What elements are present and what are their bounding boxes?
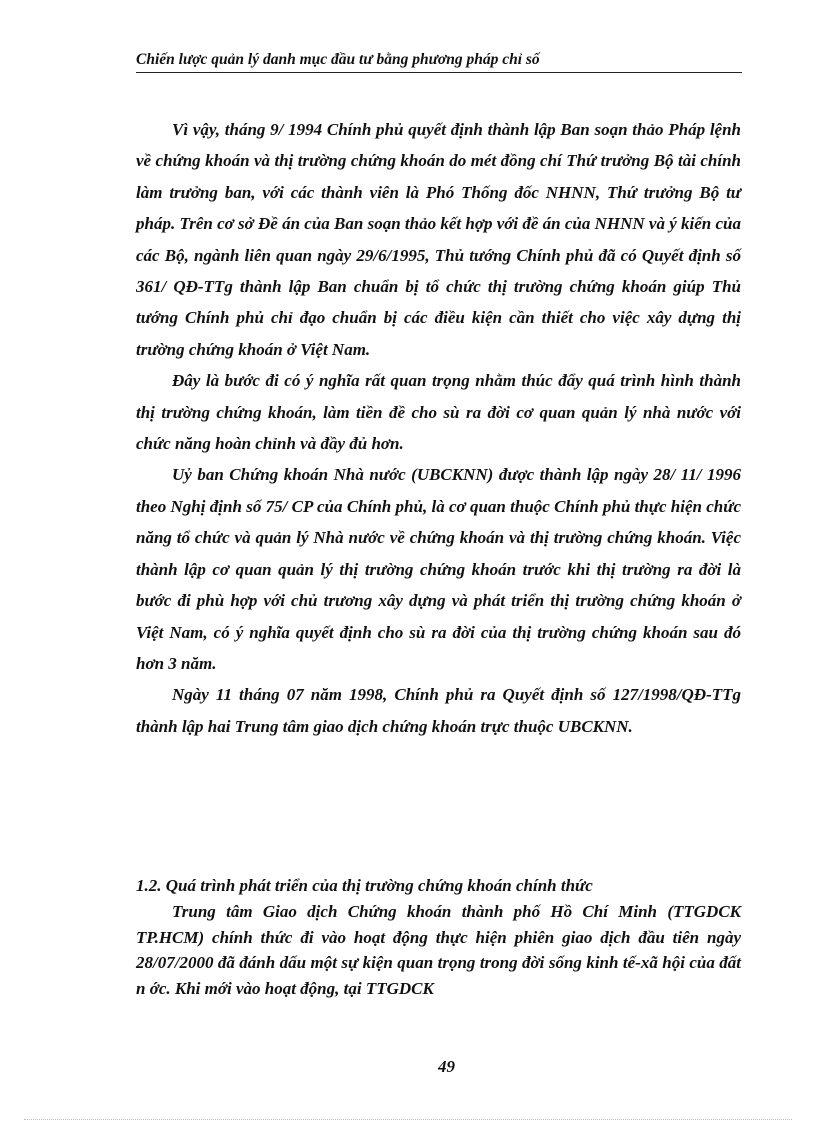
section-heading: 1.2. Quá trình phát triển của thị trường chứng khoán chính thức [136,876,593,895]
paragraph-4: Ngày 11 tháng 07 năm 1998, Chính phủ ra Quyết định số 127/1998/QĐ-TTg thành lập hai Trung tâm giao dịch chứng khoán trực thuộc UBCKNN. [136,685,741,736]
footer-divider [24,1119,792,1120]
paragraph-1: Vì vậy, tháng 9/ 1994 Chính phủ quyết định thành lập Ban soạn thảo Pháp lệnh về chứng khoán và thị trường chứng khoán do mét đồng chí Thứ trưởng Bộ tài chính làm trưởng ban, với các thành viên là Phó Thống đốc NHNN, Thứ trưởng Bộ tư pháp. Trên cơ sở Đề án của Ban soạn thảo kết hợp với đề án của NHNN và ý kiến của các Bộ, ngành liên quan ngày 29/6/1995, Thủ tướng Chính phủ đã có Quyết định số 361/ QĐ-TTg thành lập Ban chuẩn bị tổ chức thị trường chứng khoán giúp Thủ tướng Chính phủ chỉ đạo chuẩn bị các điều kiện cần thiết cho việc xây dựng thị trường chứng khoán ở Việt Nam. [136,120,741,359]
running-header: Chiến lược quản lý danh mục đầu tư bằng phương pháp chỉ số [136,50,742,73]
section-paragraph: Trung tâm Giao dịch Chứng khoán thành phố Hồ Chí Minh (TTGDCK TP.HCM) chính thức đi vào hoạt động thực hiện phiên giao dịch đầu tiên ngày 28/07/2000 đã đánh dấu một sự kiện quan trọng trong đời sống kinh tế-xã hội của đất n ớc. Khi mới vào hoạt động, tại TTGDCK [136,902,741,998]
paragraph-2: Đây là bước đi có ý nghĩa rất quan trọng nhằm thúc đẩy quá trình hình thành thị trường chứng khoán, làm tiền đề cho sù ra đời cơ quan quản lý nhà nước với chức năng hoàn chỉnh và đầy đủ hơn. [136,371,741,454]
body-text [136,114,741,742]
section-1-2 [136,873,741,1001]
paragraph-3: Uỷ ban Chứng khoán Nhà nước (UBCKNN) được thành lập ngày 28/ 11/ 1996 theo Nghị định số 75/ CP của Chính phủ, là cơ quan thuộc Chính phủ thực hiện chức năng tổ chức và quản lý Nhà nước về chứng khoán và thị trường chứng khoán. Việc thành lập cơ quan quản lý thị trường chứng khoán trước khi thị trường ra đời là bước đi phù hợp với chủ trương xây dựng và phát triển thị trường chứng khoán ở Việt Nam, có ý nghĩa quyết định cho sù ra đời của thị trường chứng khoán sau đó hơn 3 năm. [136,465,741,673]
page-number: 49 [438,1057,455,1076]
